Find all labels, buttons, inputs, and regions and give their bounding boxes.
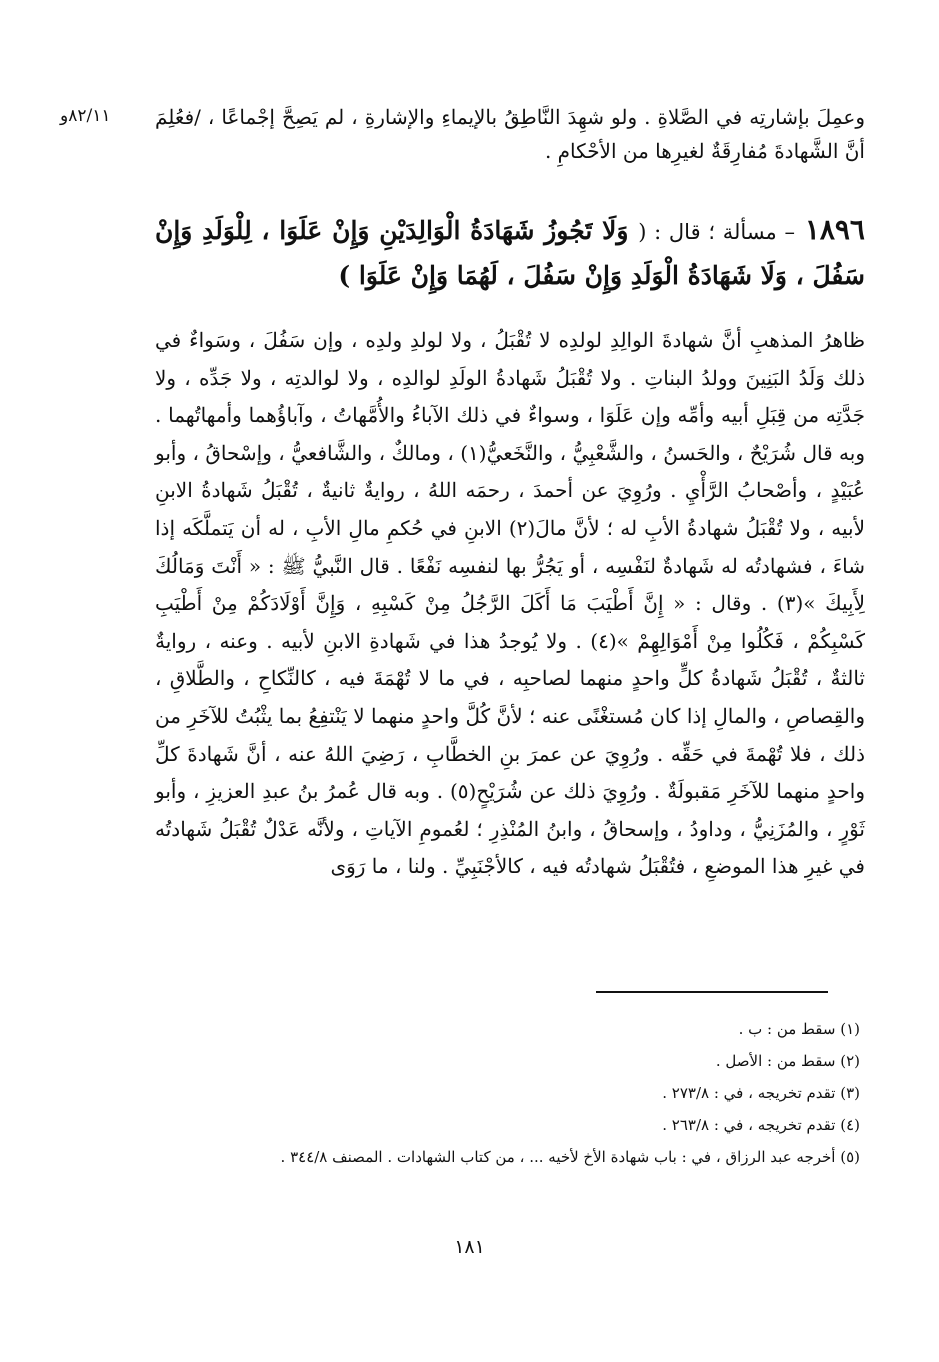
- footnote-5: (٥) أخرجه عبد الرزاق ، في : باب شهادة الأخ لأخيه ... ، من كتاب الشهادات . المصنف ٣٤٤/٨ .: [280, 1148, 860, 1166]
- issue-text: وَلَا تَجُوزُ شَهَادَةُ الْوَالِدَيْنِ وَإِنْ عَلَوَا ، لِلْوَلَدِ وَإِنْ سَفُلَ ، وَلَا شَهَادَةُ الْوَلَدِ وَإِنْ سَفُلَ ، لَهُمَا وَإِنْ عَلَوَا ): [155, 216, 865, 290]
- body-paragraph: ظاهرُ المذهبِ أنَّ شهادةَ الوالِدِ لولدِه لا تُقْبَلُ ، ولا لولدِ ولدِه ، وإن سَفُلَ ، وسَواءٌ في ذلك وَلَدُ البَنِينَ وولدُ البناتِ . ولا تُقْبَلُ شَهادةُ الولَدِ لوالدِه ، ولا لوالدتِه ، ولا جَدِّه ، ولا جَدَّتِه من قِبَلِ أبيه وأمِّه وإن عَلَوَا ، وسواءٌ في ذلك الآباءُ والأُمَّهاتُ ، وآباؤُهما وأمهاتُهما . وبه قال شُرَيْحٌ ، والحَسنُ ، والشَّعْبِيُّ ، والنَّخَعيُّ(١) ، ومالكٌ ، والشَّافعيُّ ، وإسْحاقُ ، وأبو عُبَيْدٍ ، وأصْحابُ الرَّأْيِ . ورُوِيَ عن أحمدَ ، رحمَه اللهُ ، روايةٌ ثانيةٌ ، تُقْبَلُ شَهادةُ الابنِ لأبيه ، ولا تُقْبَلُ شهادةُ الأبِ له ؛ لأنَّ مالَ(٢) الابنِ في حُكمِ مالِ الأبِ ، له أن يَتملَّكَه إذا شاءَ ، فشهادتُه له شَهادةٌ لنَفْسِه ، أو يَجُرُّ بها لنفسِه نَفْعًا . قال النَّبيُّ ﷺ : « أَنْتَ وَمَالُكَ لِأَبِيكَ »(٣) . وقال : « إِنَّ أَطْيَبَ مَا أَكَلَ الرَّجُلُ مِنْ كَسْبِهِ ، وَإِنَّ أَوْلَادَكُمْ مِنْ أَطْيَبِ كَسْبِكُمْ ، فَكُلُوا مِنْ أَمْوَالِهِمْ »(٤) . ولا يُوجدُ هذا في شَهادةِ الابنِ لأبيه . وعنه ، روايةٌ ثالثةٌ ، تُقْبَلُ شَهادةُ كلٍّ واحدٍ منهما لصاحبِه ، في ما لا تُهْمَةَ فيه ، كالنِّكاحِ ، والطَّلاقِ ، والقِصاصِ ، والمالِ إذا كان مُستغْنًى عنه ؛ لأنَّ كُلَّ واحدٍ منهما لا يَنْتفِعُ بما يثْبُتُ للآخَرِ من ذلك ، فلا تُهْمةَ في حَقِّه . ورُوِيَ عن عمرَ بنِ الخطَّابِ ، رَضِيَ اللهُ عنه ، أنَّ شَهادةَ كلِّ واحدٍ منهما للآخَرِ مَقبولَةٌ . ورُوِيَ ذلك عن شُرَيْحٍ(٥) . وبه قال عُمرُ بنُ عبدِ العزيزِ ، وأبو ثَوْرٍ ، والمُزَنِيُّ ، وداودُ ، وإسحاقُ ، وابنُ المُنْذِرِ ؛ لعُمومِ الآياتِ ، ولأنَّه عَدْلٌ تُقْبَلُ شَهادتُه في غيرِ هذا الموضعِ ، فتُقْبَلُ شهادتُه فيه ، كالأجْنَبِيِّ . ولنا ، ما رَوَى: [155, 328, 866, 879]
- issue-heading: [155, 208, 865, 298]
- footnote-2: (٢) سقط من : الأصل .: [715, 1052, 860, 1070]
- footnote-1: (١) سقط من : ب .: [738, 1020, 860, 1038]
- main-body: [155, 322, 865, 886]
- issue-label: – مسألة ؛ قال : (: [638, 220, 796, 244]
- footnote-3: (٣) تقدم تخريجه ، في : ٢٧٣/٨ .: [662, 1084, 860, 1102]
- footnote-separator: [596, 991, 828, 993]
- footnotes: [160, 1013, 860, 1173]
- issue-number: ١٨٩٦: [804, 213, 865, 246]
- margin-manuscript-reference: ٨٢/١١و: [60, 106, 111, 126]
- footnote-4: (٤) تقدم تخريجه ، في : ٢٦٣/٨ .: [662, 1116, 860, 1134]
- intro-paragraph: وعمِلَ بإشارتِه في الصَّلاةِ . ولو شهِدَ النَّاطِقُ بالإيماءِ والإشارةِ ، لم يَصِحَّ إجْماعًا ، /فعُلِمَ أنَّ الشَّهادةَ مُفارِقَةٌ لغيرِها من الأحْكامِ .: [155, 105, 865, 163]
- page-number: ١٨١: [454, 1236, 485, 1258]
